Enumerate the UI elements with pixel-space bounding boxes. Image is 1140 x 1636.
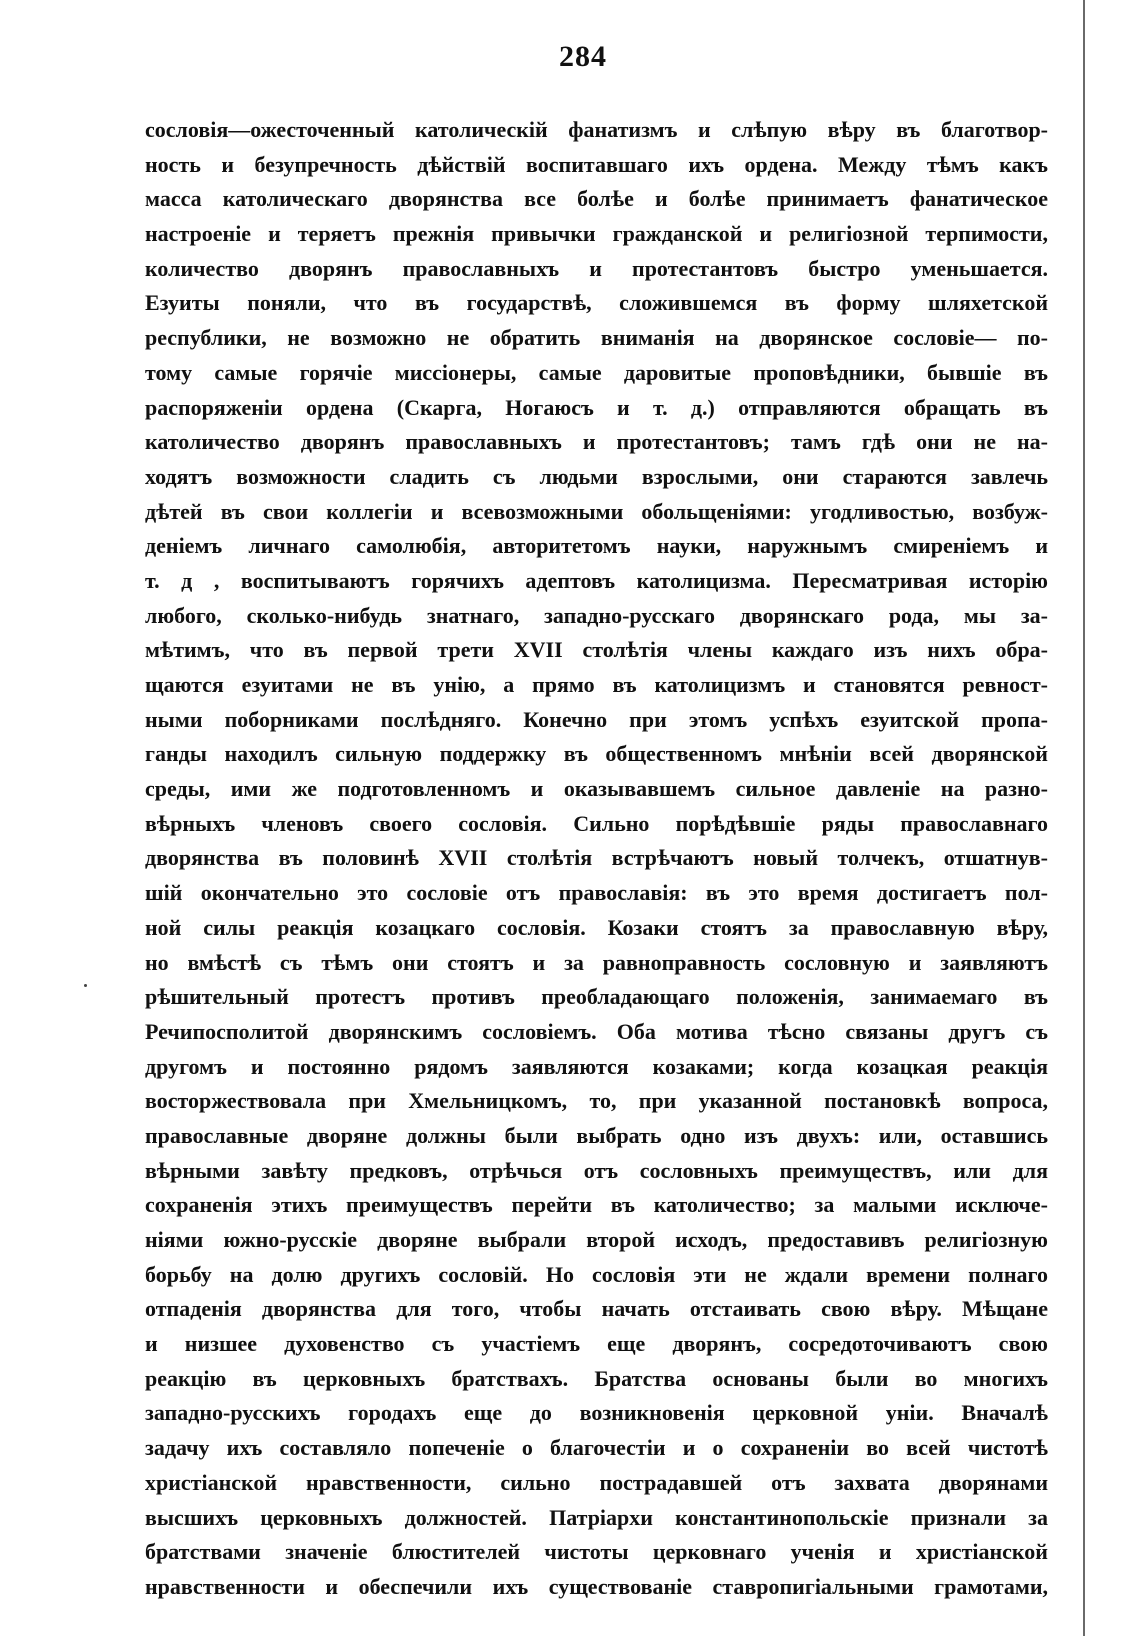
text-line: республики, не возможно не обратить вниманія на дворянское сословіе— по-	[145, 325, 1048, 351]
text-line: католичество дворянъ православныхъ и протестантовъ; тамъ гдѣ они не на-	[145, 429, 1048, 455]
body-text	[145, 113, 1048, 1605]
text-line: мѣтимъ, что въ первой трети XVII столѣтія члены каждаго изъ нихъ обра-	[145, 637, 1048, 663]
text-line: задачу ихъ составляло попеченіе о благочестіи и о сохраненіи во всей чистотѣ	[145, 1435, 1048, 1461]
text-line: ными поборниками послѣдняго. Конечно при этомъ успѣхъ езуитской пропа-	[145, 706, 1048, 732]
text-line: высшихъ церковныхъ должностей. Патріархи константинопольскіе признали за	[145, 1504, 1048, 1530]
text-line: дворянства въ половинѣ XVII столѣтія встрѣчаютъ новый толчекъ, отшатнув-	[145, 845, 1048, 871]
text-line: настроеніе и теряетъ прежнія привычки гражданской и религіозной терпимости,	[145, 221, 1048, 247]
text-line: масса католическаго дворянства все болѣе и болѣе принимаетъ фанатическое	[145, 186, 1048, 212]
text-line: тому самые горячіе миссіонеры, самые даровитые проповѣдники, бывшіе въ	[145, 359, 1048, 385]
text-line: другомъ и постоянно рядомъ заявляются козаками; когда козацкая реакція	[145, 1053, 1048, 1079]
text-line: Речипосполитой дворянскимъ сословіемъ. Оба мотива тѣсно связаны другъ съ	[145, 1018, 1048, 1044]
text-line: западно-русскихъ городахъ еще до возникновенія церковной уніи. Вначалѣ	[145, 1400, 1048, 1426]
text-line: дѣтей въ свои коллегіи и всевозможными обольщеніями: угодливостью, возбуж-	[145, 498, 1048, 524]
text-line: вѣрныхъ членовъ своего сословія. Сильно порѣдѣвшіе ряды православнаго	[145, 810, 1048, 836]
text-line: отпаденія дворянства для того, чтобы начать отстаивать свою вѣру. Мѣщане	[145, 1296, 1048, 1322]
scan-edge-line	[1083, 0, 1085, 1636]
scan-speck	[84, 984, 87, 987]
text-line: сословія—ожесточенный католическій фанатизмъ и слѣпую вѣру въ благотвор-	[145, 117, 1048, 142]
text-line: вѣрными завѣту предковъ, отрѣчься отъ сословныхъ преимуществъ, или для	[145, 1157, 1048, 1183]
text-line: ганды находилъ сильную поддержку въ общественномъ мнѣніи всей дворянской	[145, 741, 1048, 767]
text-line: распоряженіи ордена (Скарга, Ногаюсъ и т. д.) отправляются обращать въ	[145, 394, 1048, 420]
text-line: реакцію въ церковныхъ братствахъ. Братства основаны были во многихъ	[145, 1365, 1048, 1391]
page-number: 284	[559, 40, 607, 73]
text-line: ность и безупречность дѣйствій воспитавшаго ихъ ордена. Между тѣмъ какъ	[145, 151, 1048, 177]
text-line: рѣшительный протестъ противъ преобладающаго положенія, занимаемаго въ	[145, 984, 1048, 1010]
text-line: т. д , воспитываютъ горячихъ адептовъ католицизма. Пересматривая исторію	[145, 567, 1048, 593]
text-line: братствами значеніе блюстителей чистоты церковнаго ученія и христіанской	[145, 1539, 1048, 1565]
text-line: православные дворяне должны были выбрать одно изъ двухъ: или, оставшись	[145, 1122, 1048, 1148]
text-line: количество дворянъ православныхъ и протестантовъ быстро уменьшается.	[145, 255, 1048, 281]
text-line: среды, ими же подготовленномъ и оказывавшемъ сильное давленіе на разно-	[145, 776, 1048, 802]
text-line: любого, сколько-нибудь знатнаго, западно-русскаго дворянскаго рода, мы за-	[145, 602, 1048, 628]
text-line: христіанской нравственности, сильно пострадавшей отъ захвата дворянами	[145, 1469, 1048, 1495]
text-line: ной силы реакція козацкаго сословія. Козаки стоятъ за православную вѣру,	[145, 914, 1048, 940]
text-line: ніями южно-русскіе дворяне выбрали второй исходъ, предоставивъ религіозную	[145, 1227, 1048, 1252]
text-line: но вмѣстѣ съ тѣмъ они стоятъ и за равноправность сословную и заявляютъ	[145, 949, 1048, 975]
text-line: деніемъ личнаго самолюбія, авторитетомъ науки, наружнымъ смиреніемъ и	[145, 533, 1048, 559]
text-line: нравственности и обеспечили ихъ существованіе ставропигіальными грамотами,	[145, 1573, 1048, 1599]
text-line: ходятъ возможности сладить съ людьми взрослыми, они стараются завлечь	[145, 463, 1048, 489]
text-line: сохраненія этихъ преимуществъ перейти въ католичество; за малыми исключе-	[145, 1192, 1048, 1218]
text-line: борьбу на долю другихъ сословій. Но сословія эти не ждали времени полнаго	[145, 1261, 1048, 1287]
text-line: щаются езуитами не въ унію, а прямо въ католицизмъ и становятся ревност-	[145, 672, 1048, 697]
text-line: Езуиты поняли, что въ государствѣ, сложившемся въ форму шляхетской	[145, 290, 1048, 316]
text-line: восторжествовала при Хмельницкомъ, то, при указанной постановкѣ вопроса,	[145, 1088, 1048, 1114]
text-line: и низшее духовенство съ участіемъ еще дворянъ, сосредоточиваютъ свою	[145, 1331, 1048, 1357]
text-line: шій окончательно это сословіе отъ православія: въ это время достигаетъ пол-	[145, 880, 1048, 906]
